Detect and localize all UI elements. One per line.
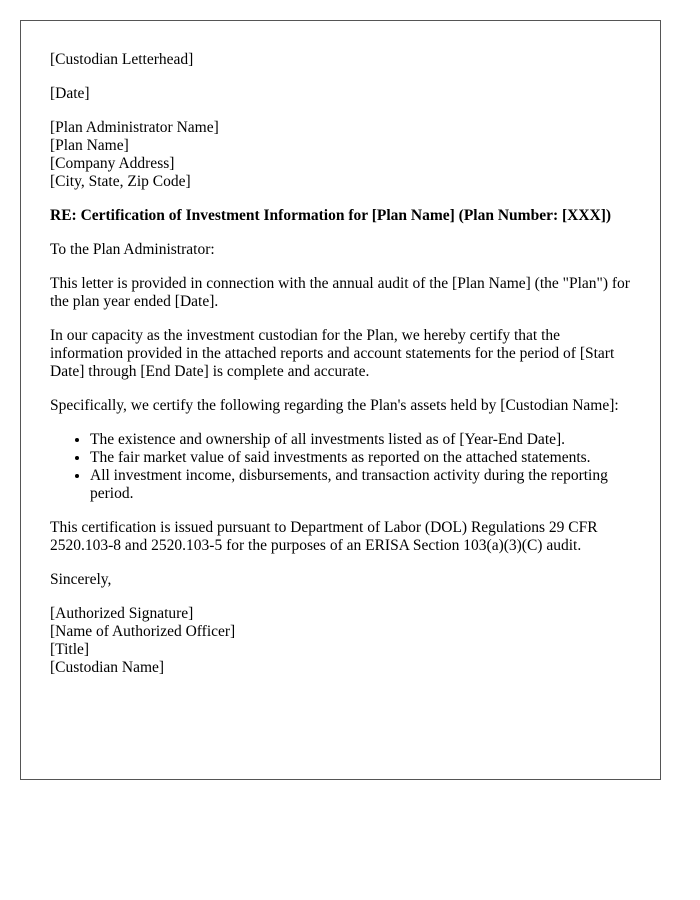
list-item: • All investment income, disbursements, and transaction activity during the reporting period.	[90, 467, 631, 503]
officer-title: [Title]	[50, 641, 90, 658]
certification-list	[50, 431, 631, 503]
recipient-city-state-zip: [City, State, Zip Code]	[50, 173, 191, 190]
subject-line: RE: Certification of Investment Information for [Plan Name] (Plan Number: [XXX])	[50, 207, 612, 224]
custodian-name: [Custodian Name]	[50, 659, 165, 676]
recipient-address: [Company Address]	[50, 155, 175, 172]
body-paragraph-1: This letter is provided in connection with the annual audit of the [Plan Name] (the "Plan") for the plan year ended [Date].	[50, 275, 630, 310]
letter-date: [Date]	[50, 85, 90, 102]
list-item: • The existence and ownership of all investments listed as of [Year-End Date].	[90, 431, 631, 449]
closing: Sincerely,	[50, 571, 112, 588]
body-paragraph-2: In our capacity as the investment custodian for the Plan, we hereby certify that the information provided in the attached reports and account statements for the period of [Start Date] through [End Date] is complete and accurate.	[50, 327, 615, 380]
recipient-administrator: [Plan Administrator Name]	[50, 119, 219, 136]
letterhead: [Custodian Letterhead]	[50, 51, 194, 68]
letter-page	[20, 20, 661, 780]
list-item: • The fair market value of said investments as reported on the attached statements.	[90, 449, 631, 467]
recipient-plan-name: [Plan Name]	[50, 137, 129, 154]
signature-line: [Authorized Signature]	[50, 605, 194, 622]
officer-name: [Name of Authorized Officer]	[50, 623, 236, 640]
salutation: To the Plan Administrator:	[50, 241, 215, 258]
recipient-block	[50, 119, 631, 191]
body-paragraph-3: Specifically, we certify the following regarding the Plan's assets held by [Custodian Name]:	[50, 397, 619, 414]
body-paragraph-4: This certification is issued pursuant to Department of Labor (DOL) Regulations 29 CFR 2520.103-8 and 2520.103-5 for the purposes of an ERISA Section 103(a)(3)(C) audit.	[50, 519, 598, 554]
signature-block	[50, 605, 631, 677]
